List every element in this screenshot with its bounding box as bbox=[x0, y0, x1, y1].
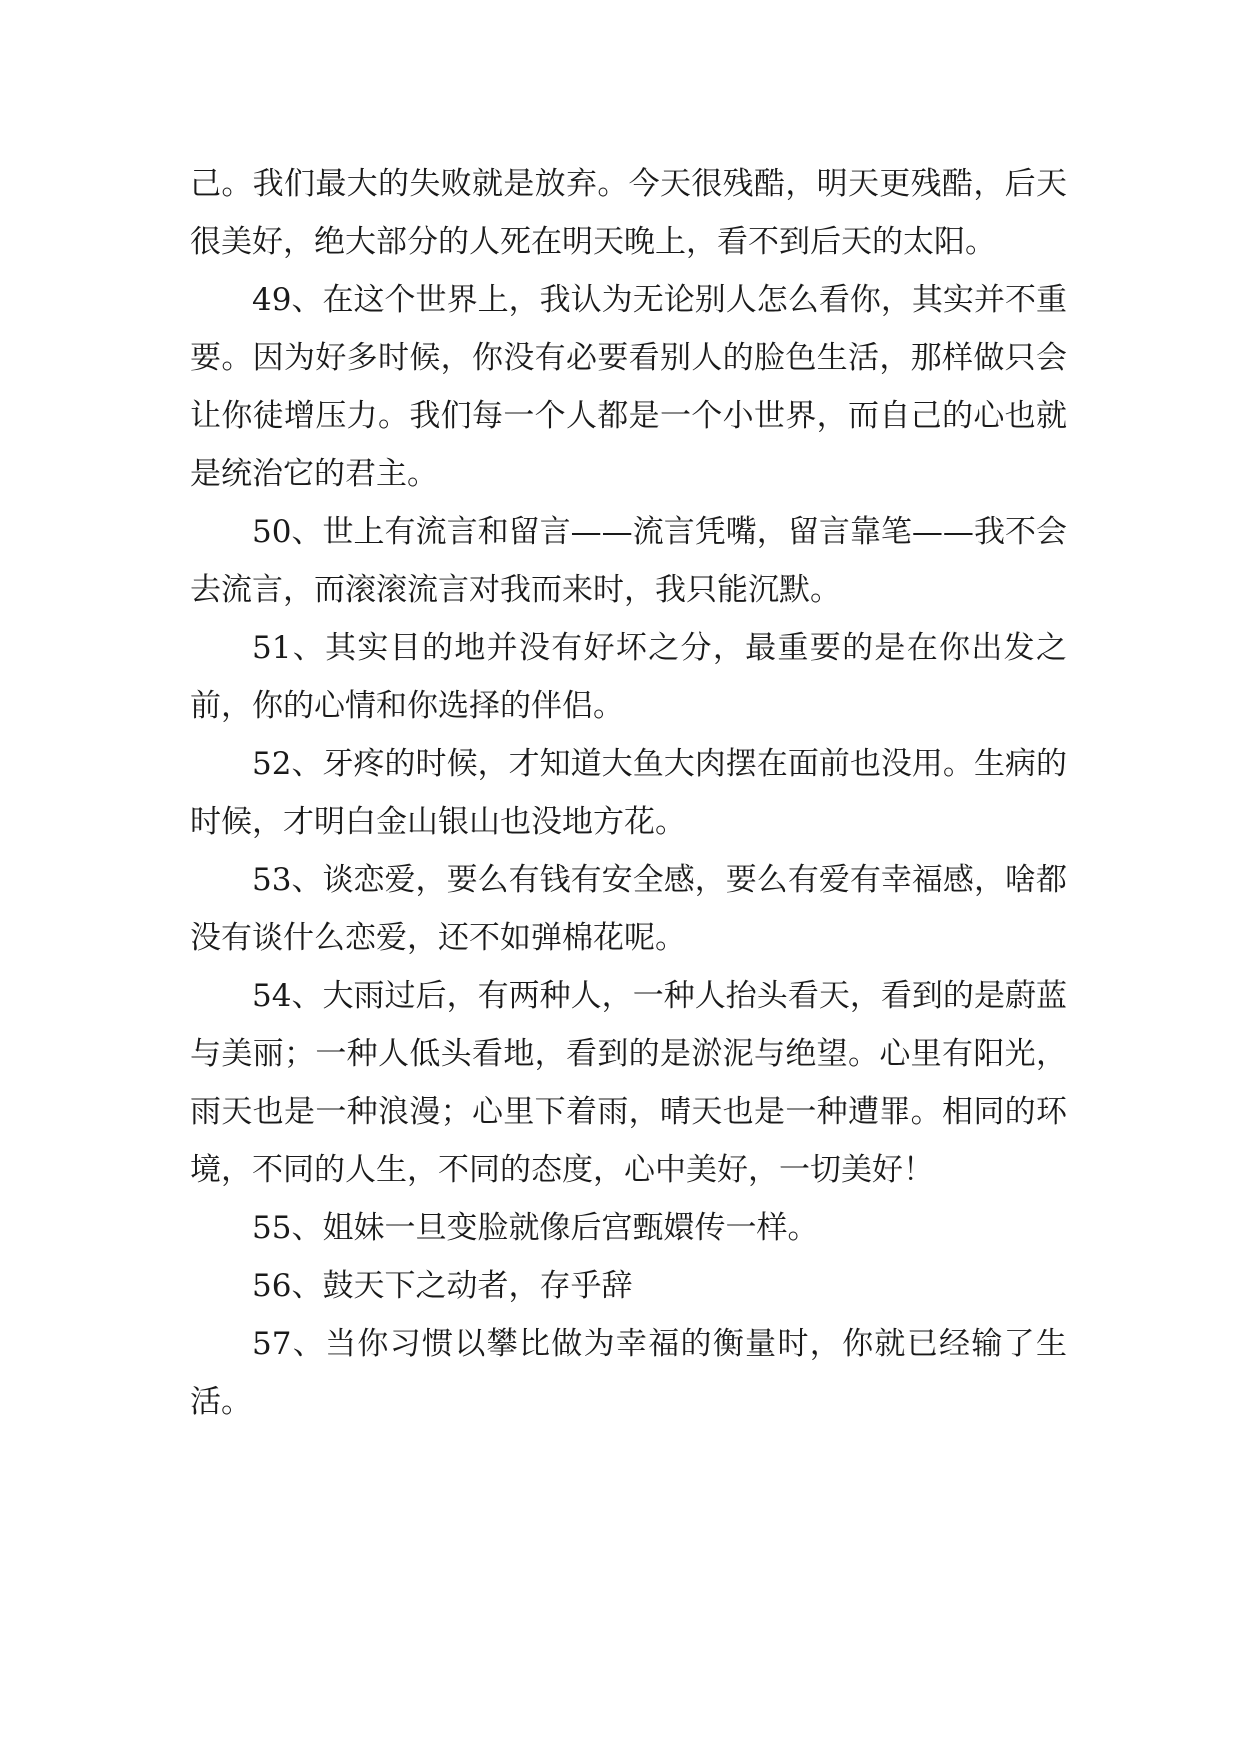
paragraph-53: 53、谈恋爱，要么有钱有安全感，要么有爱有幸福感，啥都没有谈什么恋爱，还不如弹棉花呢。 bbox=[190, 862, 1067, 956]
paragraph-52: 52、牙疼的时候，才知道大鱼大肉摆在面前也没用。生病的时候，才明白金山银山也没地方花。 bbox=[190, 746, 1067, 840]
paragraph-51: 51、其实目的地并没有好坏之分，最重要的是在你出发之前，你的心情和你选择的伴侣。 bbox=[190, 630, 1067, 724]
paragraph-50: 50、世上有流言和留言——流言凭嘴，留言靠笔——我不会去流言，而滚滚流言对我而来时，我只能沉默。 bbox=[190, 514, 1067, 608]
paragraph-55: 55、姐妹一旦变脸就像后宫甄嬛传一样。 bbox=[252, 1210, 819, 1246]
paragraph-49: 49、在这个世界上，我认为无论别人怎么看你，其实并不重要。因为好多时候，你没有必要看别人的脸色生活，那样做只会让你徒增压力。我们每一个人都是一个小世界，而自己的心也就是统治它的君主。 bbox=[190, 282, 1067, 492]
document-page bbox=[190, 155, 1067, 1431]
paragraph-56: 56、鼓天下之动者，存乎辞 bbox=[252, 1268, 633, 1304]
paragraph-57: 57、当你习惯以攀比做为幸福的衡量时，你就已经输了生活。 bbox=[190, 1326, 1067, 1420]
paragraph-continued: 己。我们最大的失败就是放弃。今天很残酷，明天更残酷，后天很美好，绝大部分的人死在明天晚上，看不到后天的太阳。 bbox=[190, 166, 1067, 260]
paragraph-54: 54、大雨过后，有两种人，一种人抬头看天，看到的是蔚蓝与美丽；一种人低头看地，看到的是淤泥与绝望。心里有阳光，雨天也是一种浪漫；心里下着雨，晴天也是一种遭罪。相同的环境，不同的人生，不同的态度，心中美好，一切美好！ bbox=[190, 978, 1067, 1188]
